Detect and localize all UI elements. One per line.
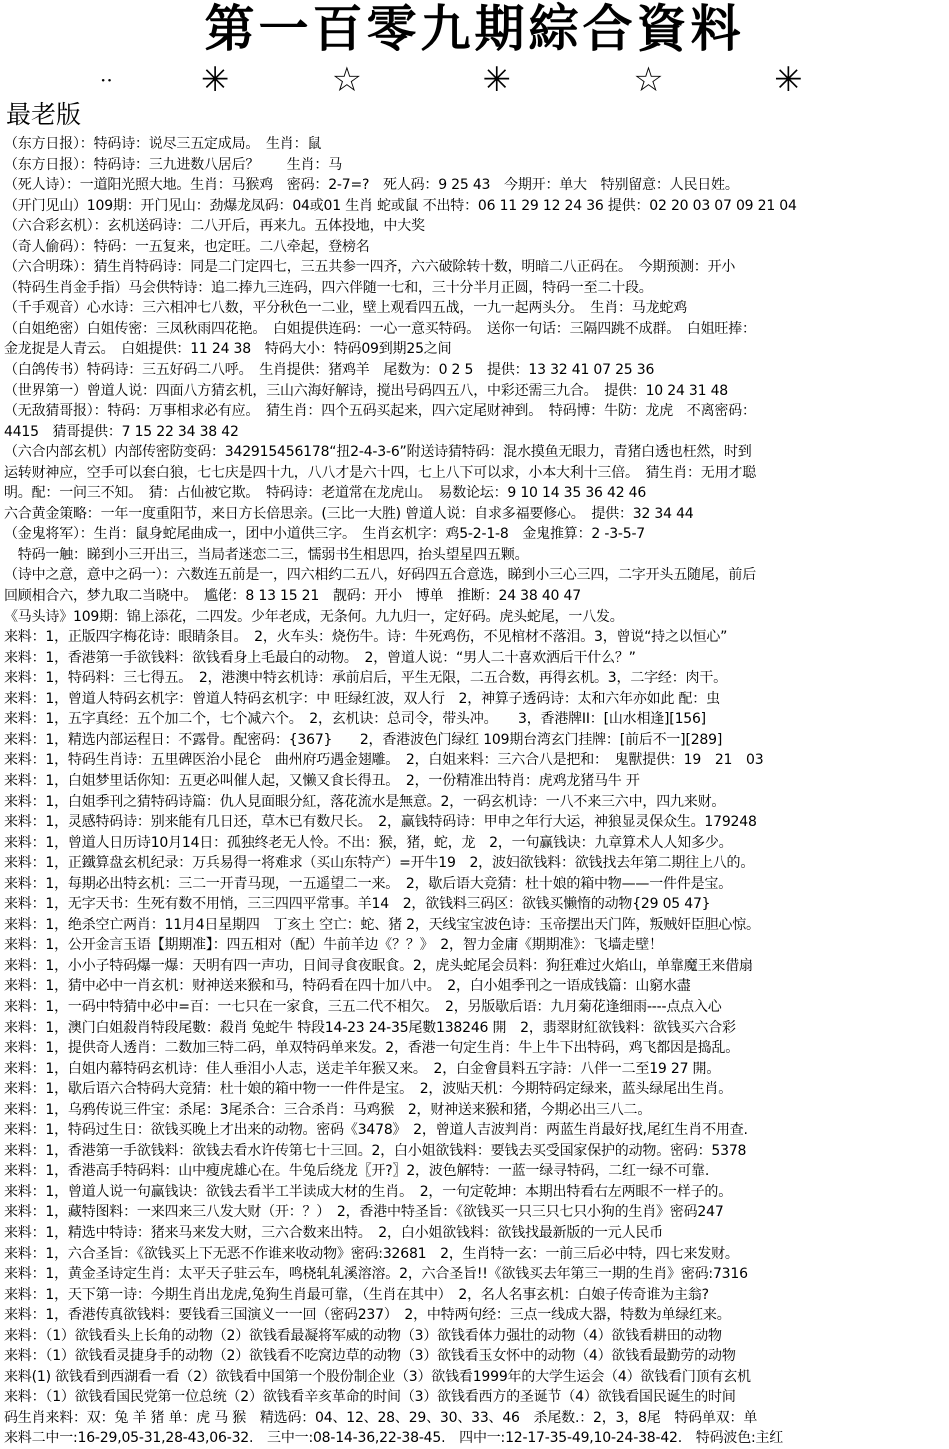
text-line: 来料：1，乌鸦传说三件宝：杀尾：3尾杀合：三合杀肖：马鸡猴 2，财神送来猴和猪，今期必出三八二。 <box>4 1101 652 1118</box>
text-line: 来料：（1）欲钱看灵捷身手的动物（2）欲钱看不吃窝边草的动物（3）欲钱看玉女怀中的动物（4）欲钱看最勤劳的动物 <box>4 1348 736 1365</box>
text-line: 特码一触：睇到小三开出三，当局者迷恋二三，懦弱书生相思四，抬头望星四五颗。 <box>4 546 529 563</box>
text-line: 来料：1，正版四字梅花诗：眼睛条目。 2，火车头：烧伤牛。诗：牛死鸡伤，不见棺材不落泪。3，曾说“持之以恒心” <box>4 629 728 646</box>
dots-ornament: ·· <box>100 68 113 92</box>
text-line: 来料：1，香港传真欲钱料：要钱看三国演义一一回（密码237） 2，中特两句经：三点一线成大器，特数为单绿红来。 <box>4 1307 731 1324</box>
text-line: （奇人偷码）：特码：一五复来，也定旺。二八牵起，登榜名 <box>4 238 370 255</box>
page-title: 第一百零九期綜合資料 <box>204 0 745 58</box>
text-line: 来料：1，每期必出特玄机：三二一开青马现，一五遥望二一来。 2，歇后语大竞猜：杜十娘的箱中物——一件件是宝。 <box>4 875 733 892</box>
star-ornament: ☆ <box>331 60 363 100</box>
text-line: （开门见山）109期：开门见山：劲爆龙凤码：04或01 生肖 蛇或鼠 不出特：06 11 29 12 24 36 提供：02 20 03 07 09 21 04 <box>4 197 797 214</box>
text-line: 来料：1，猜中必中一肖玄机：财神送来猴和马，特码看在四十加八中。 2，白小姐季刊之一语成钱篇：山窮水盡 <box>4 978 691 995</box>
text-line: 来料：1，特码料：三七得五。 2，港澳中特玄机诗：承前启后，平生无限，二五合数，再得玄机。3，二字经：肉干。 <box>4 670 727 687</box>
text-line: 来料：1，特码生肖诗：五里碑医治小昆仑 曲州府巧遇金翅雕。 2，白姐来料：三六合八是把和： 鬼獸提供：19 21 03 <box>4 752 764 769</box>
asterisk-ornament: ✳ <box>200 60 230 100</box>
text-line: 来料：1，公开金言玉语【期期准】：四五相对（配）牛前羊边《？？》 2，智力金庸《期期准》：飞墙走壁！ <box>4 937 663 954</box>
text-line: （六合内部玄机）内部传密防变码：342915456178“扭2-4-3-6”附送诗猜特码：混水摸鱼无眼力，青猪白透也枉然，时到 <box>4 444 752 461</box>
text-line: 来料：1，香港高手特码料：山中瘦虎雄心在。牛兔后绕龙〖开?〗2，波色解特：一蓝一绿寻特码，二红一绿不可靠. <box>4 1163 710 1180</box>
text-line: 4415 猜哥提供：7 15 22 34 38 42 <box>4 423 239 440</box>
text-line: 来料：1，白姐内幕特码玄机诗：佳人垂泪小人志，送走羊年猴又来。 2，白金會員料五字詩：八伴一二至19 27 開。 <box>4 1060 721 1077</box>
text-line: （东方日报）：特码诗：三九进数八居后？ 生肖：马 <box>4 156 342 173</box>
text-line: 来料：1，小小子特码爆一爆：天明有四一声功，日间寻食夜眠食。2，虎头蛇尾会员料：狗狂难过火焰山，单靠魔王来借扇 <box>4 957 753 974</box>
text-line: （白姐绝密）白姐传密：三凤秋雨四花艳。 白姐提供连码：一心一意买特码。 送你一句话：三隔四跳不成群。 白姐旺捧： <box>4 320 756 337</box>
text-line: 来料：1，藏特图料：一来四来三八发大财（开：？） 2，香港中特圣旨：《欲钱买一只三只七只小狗的生肖》密码247 <box>4 1204 724 1221</box>
star-ornament: ☆ <box>633 60 664 100</box>
text-line: 来料：1，白姐季刊之猜特码诗篇：仇人見面眼分紅，落花流水是無意。2，一码玄机诗：一八不来三六中，四九来财。 <box>4 793 726 810</box>
text-line: 来料：1，六合圣旨：《欲钱买上下无恶不作谁来收动物》密码:32681 2，生肖特一玄：一前三后必中特，四七来发财。 <box>4 1245 739 1262</box>
text-line: （无敌猜哥报）：特码：万事相求必有应。 猜生肖：四个五码买起来，四六定尾财神到。 特码博：牛防：龙虎 不离密码： <box>4 403 756 420</box>
text-line: 来料：1，天下第一诗：今期生肖出龙虎,兔狗生肖最可靠，（生肖在其中） 2，名人名事玄机：白娘子传奇谁为主翁? <box>4 1286 709 1303</box>
text-line: （死人诗）：一道阳光照大地。生肖：马猴鸡 密码：2-7=? 死人码：9 25 43 今期开：单大 特别留意：人民日姓。 <box>4 177 739 194</box>
text-line: 《马头诗》109期：锦上添花，二四发。少年老成，无条何。九九归一，定好码。虎头蛇尾，一八发。 <box>4 608 624 625</box>
text-line: （东方日报）：特码诗：说尽三五定成局。 生肖：鼠 <box>4 136 322 152</box>
text-line: 金龙捉是人青云。 白姐提供：11 24 38 特码大小：特码09到期25之间 <box>4 341 452 358</box>
text-line: 明。配：一问三不知。 猜：占仙被它欺。 特码诗：老道常在龙虎山。 易数论坛：9 10 14 35 36 42 46 <box>4 485 647 502</box>
text-line: 来料(1) 欲钱看到西湖看一看（2）欲钱看中国第一个股份制企业（3）欲钱看1999年的大学生运会（4）欲钱看门顶有玄机 <box>4 1368 751 1385</box>
text-line: 来料：1，黄金圣诗定生肖：太平天子驻云车，鸣桡轧轧溪溶溶。2，六合圣旨!!《欲钱买去年第三一期的生肖》密码:7316 <box>4 1266 748 1283</box>
text-line: 来料：1，曾道人特码玄机字：曾道人特码玄机字：中 旺绿红波，双人行 2，神算子透码诗：太和六年亦如此 配：虫 <box>4 690 720 707</box>
text-line: 运转财神应，空手可以套白狼，七七庆是四十九，八八才是六十四，七上八下可以求，小本大利十三倍。 猜生肖：无用才聪 <box>4 464 756 481</box>
text-line: 来料：（1）欲钱看国民党第一位总统（2）欲钱看辛亥革命的时间（3）欲钱看西方的圣诞节（4）欲钱看国民诞生的时间 <box>4 1389 736 1406</box>
asterisk-ornament: ✳ <box>482 60 511 100</box>
decorative-star-row <box>100 60 900 100</box>
text-line: 来料：1，澳门白姐殺肖特段尾數：殺肖 兔蛇牛 特段14-23 24-35尾數138246 開 2，翡翠財紅欲钱料：欲钱买六合彩 <box>4 1019 736 1036</box>
text-line: 来料：1，精选内部运程日：不露骨。配密码：{367} 2，香港波色门绿红 109期台湾玄门挂牌：[前后不一][289] <box>4 731 723 748</box>
text-line: 来料二中一:16-29,05-31,28-43,06-32. 三中一:08-14-36,22-38-45. 四中一:12-17-35-49,10-24-38-42. 特码波色:主红 <box>4 1430 784 1447</box>
text-line: （千手观音）心水诗：三六相冲七八数，平分秋色一二业，壁上观看四五战，一九一起两头分。 生肖：马龙蛇鸡 <box>4 300 687 317</box>
document-body <box>4 134 947 1449</box>
text-line: （特码生肖金手指）马会供特诗：追二捧九三连码，四六伴随一七和，三十分半月正圆，特码一至二十段。 <box>4 279 653 296</box>
text-line: 来料：1，五字真经：五个加二个，七个减六个。 2，玄机诀：总司令，带头冲。 3，香港牌II：[山水相逢][156] <box>4 711 706 728</box>
text-line: 六合黄金策略：一年一度重阳节，来日方长倍思亲。(三比一大胜) 曾道人说：自求多福要修心。 提供：32 34 44 <box>4 505 694 522</box>
text-line: 来料：1，曾道人日历诗10月14日：孤独终老无人怜。不出：猴，猪，蛇，龙 2，一句赢钱诀：九章算术人人知多少。 <box>4 834 733 851</box>
text-line: 来料：1，绝杀空亡两肖：11月4日星期四 丁亥土 空亡：蛇、猪 2，天线宝宝波色诗：玉帝摆出天门阵，叛贼奸臣胆心惊。 <box>4 916 760 933</box>
edition-label: 最老版 <box>6 100 82 129</box>
text-line: 来料：1，香港第一手欲钱料：欲钱去看水许传第七十三回。2，白小姐欲钱料：要钱去买受国家保护的动物。密码：5378 <box>4 1142 747 1159</box>
text-line: 来料：1，提供奇人透肖：二数加三特二码，单双特码单来发。2，香港一句定生肖：牛上牛下出特码，鸡飞都因是捣乱。 <box>4 1040 740 1057</box>
text-line: 来料：1，香港第一手欲钱料：欲钱看身上毛最白的动物。 2，曾道人说：“男人二十喜欢洒后干什么？” <box>4 649 636 666</box>
text-line: （白鸽传书）特码诗：三五好码二八呼。 生肖提供：猪鸡羊 尾数为：0 2 5 提供：13 32 41 07 25 36 <box>4 362 655 379</box>
text-line: 回顾相合六，梦九取二当晓中。 尴佬：8 13 15 21 靓码：开小 博单 推断：24 38 40 47 <box>4 588 581 605</box>
text-line: （诗中之意，意中之码一）：六数连五前是一，四六相约二五八，好码四五合意选，睇到小三心三四，二字开头五随尾，前后 <box>4 567 756 584</box>
text-line: （世界第一）曾道人说：四面八方猜玄机，三山六海好解诗，搅出号码四五八，中彩还需三九合。 提供：10 24 31 48 <box>4 382 729 399</box>
text-line: 来料：1，无字天书：生死有数不用悄，三三四四平常事。羊14 2，欲钱料三码区：欲钱买懒惰的动物{29 05 47} <box>4 896 711 913</box>
text-line: 来料：1，精选中特诗：猪来马来发大财，三六合数来出特。 2，白小姐欲钱料：欲钱找最新版的一元人民币 <box>4 1224 664 1241</box>
text-line: 来料：（1）欲钱看头上长角的动物（2）欲钱看最凝将军威的动物（3）欲钱看体力强壮的动物（4）欲钱看耕田的动物 <box>4 1327 722 1344</box>
text-line: 来料：1，灵感特码诗：别来能有几日还，草木已有数尺长。 2，赢钱特码诗：甲申之年行大运，神狼显灵保众生。179248 <box>4 814 757 831</box>
text-line: 来料：1，白姐梦里话你知：五更必叫催人起，又懒又食长得丑。 2，一份精准出特肖：虎鸡龙猪马牛 开 <box>4 772 640 789</box>
text-line: 来料：1，歇后语六合特码大竞猜：杜十娘的箱中物一一件件是宝。 2，波贴天机：今期特码定绿来，蓝头绿尾出生肖。 <box>4 1081 733 1098</box>
text-line: 来料：1，正鐵算盘玄机纪录：万兵易得一将难求（买山东特产）=开牛19 2，波妇欲钱料：欲钱找去年第二期往上八的。 <box>4 855 755 872</box>
text-line: （六合彩玄机）：玄机送码诗：二八开后，再来九。五体投地，中大奖 <box>4 218 425 235</box>
text-line: 来料：1，曾道人说一句赢钱诀：欲钱去看半工半读成大材的生肖。 2，一句定乾坤：本期出特看右左两眼不一样子的。 <box>4 1183 733 1200</box>
text-line: 码生肖来料：双：兔 羊 猪 单：虎 马 猴 精选码：04、12、28、29、30、33、46 杀尾数.：2，3，8尾 特码单双：单 <box>4 1409 758 1426</box>
text-line: 来料：1，特码过生日：欲钱买晚上才出来的动物。密码《3478》 2，曾道人吉波判肖：两蓝生肖最好找,尾红生肖不用查. <box>4 1122 748 1139</box>
text-line: （六合明珠）：猜生肖特码诗：同是二门定四七，三五共参一四齐，六六破除转十数，明暗二八正码在。 今期预测：开小 <box>4 259 736 276</box>
text-line: 来料：1，一码中特猜中必中=百：一七只在一家食，三五二代不相欠。 2，另版歇后语：九月菊花逢细雨----点点入心 <box>4 998 722 1015</box>
asterisk-ornament: ✳ <box>774 60 803 100</box>
text-line: （金鬼将军）：生肖：鼠身蛇尾曲成一，团中小道供三字。 生肖玄机字：鸡5-2-1-8 金鬼推算：2 -3-5-7 <box>4 526 646 543</box>
